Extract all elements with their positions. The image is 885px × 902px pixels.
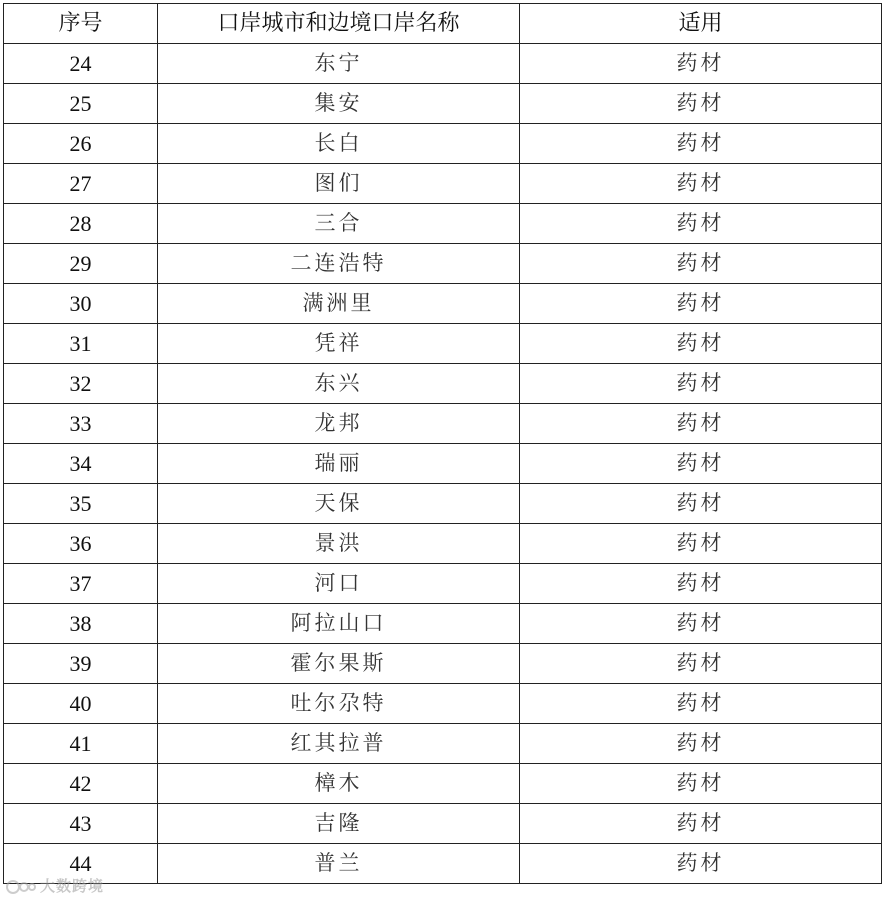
table-row <box>4 324 882 364</box>
cell-serial-number: 36 <box>4 524 158 564</box>
table-header <box>4 4 882 44</box>
cell-serial-number: 41 <box>4 724 158 764</box>
cell-serial-number: 27 <box>4 164 158 204</box>
table-row <box>4 244 882 284</box>
cell-applicable: 药材 <box>520 844 882 884</box>
cell-serial-number: 29 <box>4 244 158 284</box>
header-port-name: 口岸城市和边境口岸名称 <box>158 4 520 44</box>
table-row <box>4 644 882 684</box>
cell-applicable: 药材 <box>520 604 882 644</box>
cell-port-name: 满洲里 <box>158 284 520 324</box>
cell-port-name: 霍尔果斯 <box>158 644 520 684</box>
table-row <box>4 364 882 404</box>
table-row <box>4 684 882 724</box>
cell-serial-number: 39 <box>4 644 158 684</box>
table-row <box>4 724 882 764</box>
cell-port-name: 龙邦 <box>158 404 520 444</box>
cell-serial-number: 24 <box>4 44 158 84</box>
cell-serial-number: 33 <box>4 404 158 444</box>
table-row <box>4 764 882 804</box>
cell-port-name: 景洪 <box>158 524 520 564</box>
cell-applicable: 药材 <box>520 284 882 324</box>
cell-serial-number: 28 <box>4 204 158 244</box>
cell-serial-number: 38 <box>4 604 158 644</box>
cell-applicable: 药材 <box>520 804 882 844</box>
cell-applicable: 药材 <box>520 324 882 364</box>
header-serial-number: 序号 <box>4 4 158 44</box>
cell-port-name: 阿拉山口 <box>158 604 520 644</box>
cell-serial-number: 34 <box>4 444 158 484</box>
cell-applicable: 药材 <box>520 564 882 604</box>
cell-port-name: 天保 <box>158 484 520 524</box>
cell-applicable: 药材 <box>520 644 882 684</box>
cell-port-name: 东宁 <box>158 44 520 84</box>
cell-applicable: 药材 <box>520 684 882 724</box>
cell-applicable: 药材 <box>520 444 882 484</box>
cell-port-name: 河口 <box>158 564 520 604</box>
table-row <box>4 564 882 604</box>
cell-serial-number: 42 <box>4 764 158 804</box>
cell-applicable: 药材 <box>520 204 882 244</box>
cell-applicable: 药材 <box>520 404 882 444</box>
cell-port-name: 凭祥 <box>158 324 520 364</box>
cell-applicable: 药材 <box>520 764 882 804</box>
cell-applicable: 药材 <box>520 484 882 524</box>
header-applicable: 适用 <box>520 4 882 44</box>
table-row <box>4 164 882 204</box>
cell-serial-number: 31 <box>4 324 158 364</box>
cell-serial-number: 32 <box>4 364 158 404</box>
cell-port-name: 二连浩特 <box>158 244 520 284</box>
cell-serial-number: 35 <box>4 484 158 524</box>
cell-port-name: 樟木 <box>158 764 520 804</box>
cell-applicable: 药材 <box>520 724 882 764</box>
cell-serial-number: 37 <box>4 564 158 604</box>
table-row <box>4 84 882 124</box>
table-row <box>4 604 882 644</box>
header-row <box>4 4 882 44</box>
cell-applicable: 药材 <box>520 44 882 84</box>
cell-serial-number: 25 <box>4 84 158 124</box>
cell-port-name: 吐尔尕特 <box>158 684 520 724</box>
cell-serial-number: 44 <box>4 844 158 884</box>
table-row <box>4 44 882 84</box>
cell-serial-number: 43 <box>4 804 158 844</box>
cell-applicable: 药材 <box>520 164 882 204</box>
table-row <box>4 284 882 324</box>
table-row <box>4 124 882 164</box>
table-row <box>4 404 882 444</box>
cell-port-name: 普兰 <box>158 844 520 884</box>
cell-port-name: 三合 <box>158 204 520 244</box>
table-row <box>4 444 882 484</box>
table-row <box>4 524 882 564</box>
table-row <box>4 844 882 884</box>
cell-serial-number: 30 <box>4 284 158 324</box>
cell-serial-number: 26 <box>4 124 158 164</box>
cell-serial-number: 40 <box>4 684 158 724</box>
table-row <box>4 804 882 844</box>
cell-port-name: 集安 <box>158 84 520 124</box>
cell-applicable: 药材 <box>520 364 882 404</box>
cell-port-name: 吉隆 <box>158 804 520 844</box>
table-row <box>4 204 882 244</box>
cell-port-name: 东兴 <box>158 364 520 404</box>
port-table <box>3 3 882 884</box>
table-row <box>4 484 882 524</box>
cell-port-name: 图们 <box>158 164 520 204</box>
cell-applicable: 药材 <box>520 244 882 284</box>
table-body <box>4 44 882 884</box>
cell-applicable: 药材 <box>520 124 882 164</box>
watermark-text: 大数跨境 <box>40 877 105 895</box>
cell-port-name: 长白 <box>158 124 520 164</box>
cell-applicable: 药材 <box>520 524 882 564</box>
cell-port-name: 瑞丽 <box>158 444 520 484</box>
cell-port-name: 红其拉普 <box>158 724 520 764</box>
cell-applicable: 药材 <box>520 84 882 124</box>
